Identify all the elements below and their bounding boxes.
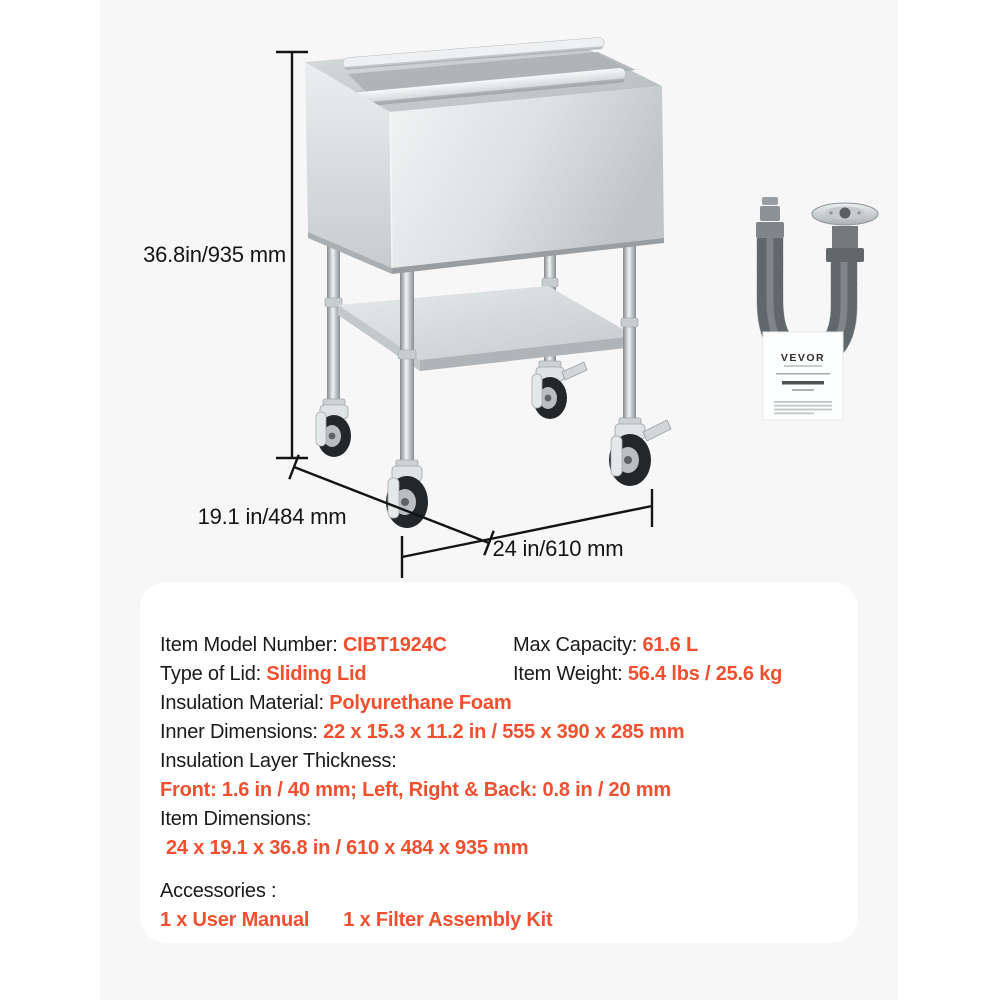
accessories-list xyxy=(160,906,840,935)
spec-label: Max Capacity: xyxy=(513,634,643,656)
accessory-item: 1 x Filter Assembly Kit xyxy=(343,909,553,931)
spec-label: Inner Dimensions: xyxy=(160,721,324,743)
manual-brand-text: VEVOR xyxy=(780,352,826,364)
manual-cover xyxy=(763,332,843,420)
spec-value: 56.4 lbs / 25.6 kg xyxy=(627,663,783,685)
spec-item-model xyxy=(160,631,513,660)
spec-value: Polyurethane Foam xyxy=(329,692,512,714)
caster-brake-lever xyxy=(643,420,671,441)
spec-item-dimensions-heading xyxy=(160,805,840,834)
spec-item-weight xyxy=(513,660,782,689)
spec-label: Item Weight: xyxy=(513,663,628,685)
cart-leg-front-left xyxy=(398,266,416,462)
product-canvas xyxy=(100,0,898,1000)
spec-inner-dimensions xyxy=(160,718,840,747)
depth-dimension-label: 19.1 in/484 mm xyxy=(197,504,347,529)
accessory-item: 1 x User Manual xyxy=(160,909,310,931)
height-dimension-label: 36.8in/935 mm xyxy=(143,242,286,267)
spec-label: Item Model Number: xyxy=(160,634,343,656)
width-dimension-label: 24 in/610 mm xyxy=(492,536,624,561)
spec-panel xyxy=(140,582,858,943)
caster-front-right xyxy=(609,418,671,486)
product-illustration xyxy=(100,0,898,582)
spec-value: 61.6 L xyxy=(642,634,698,656)
caster-back-right xyxy=(532,361,587,419)
spec-row xyxy=(160,631,840,660)
spec-max-capacity xyxy=(513,631,698,660)
spec-insulation-thickness-value xyxy=(160,776,840,805)
drain-lock-nut xyxy=(826,248,864,262)
spec-value: 24 x 19.1 x 36.8 in / 610 x 484 x 935 mm xyxy=(166,837,529,859)
spec-label: Item Dimensions: xyxy=(160,808,312,830)
spec-value: Sliding Lid xyxy=(266,663,367,685)
spec-label: Insulation Layer Thickness: xyxy=(160,750,397,772)
spec-value: 22 x 15.3 x 11.2 in / 555 x 390 x 285 mm xyxy=(323,721,685,743)
width-dimension-line xyxy=(402,489,652,578)
spec-value: Front: 1.6 in / 40 mm; Left, Right & Back: 0.8 in / 20 mm xyxy=(160,779,671,801)
user-manual-accessory xyxy=(763,332,843,420)
spec-row xyxy=(160,660,840,689)
ice-bin-box xyxy=(305,37,664,274)
spec-value: CIBT1924C xyxy=(342,634,447,656)
ice-bin-cart xyxy=(305,37,671,528)
spec-label: Insulation Material: xyxy=(160,692,330,714)
spec-item-dimensions-value xyxy=(160,834,840,863)
spec-insulation-material xyxy=(160,689,840,718)
hose-connector xyxy=(756,222,784,238)
cart-leg-front-right xyxy=(621,240,638,420)
caster-brake-lever xyxy=(562,362,587,380)
cart-lower-shelf xyxy=(338,286,635,371)
bin-front-face xyxy=(390,86,664,268)
spec-lid-type xyxy=(160,660,513,689)
accessories-heading: Accessories : xyxy=(160,880,277,902)
spec-insulation-thickness-heading xyxy=(160,747,840,776)
caster-back-left xyxy=(316,399,351,457)
spec-label: Type of Lid: xyxy=(160,663,267,685)
